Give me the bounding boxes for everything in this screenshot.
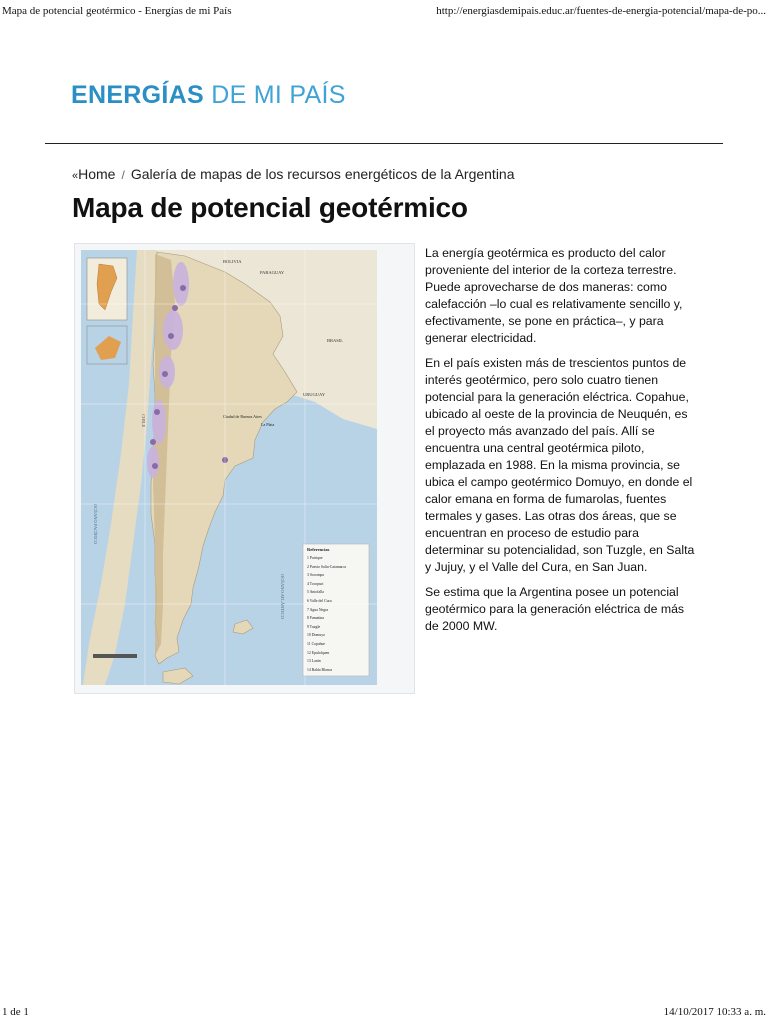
map-legend-item-label: Valle del Cura <box>309 598 332 603</box>
map-label-ocean-atlantic: OCÉANO ATLÁNTICO <box>280 574 285 619</box>
map-legend-item-label: Bahía Blanca <box>311 667 333 672</box>
map-legend-item-number: 1 <box>307 556 310 560</box>
geothermal-marker <box>162 371 168 377</box>
map-legend-item <box>307 606 367 615</box>
map-legend-item <box>307 580 367 589</box>
map-legend-item-label: Puesto Salta-Catamarca <box>309 564 347 569</box>
map-legend-item-label: Tuzgle <box>309 624 321 629</box>
geothermal-marker <box>150 439 156 445</box>
print-doc-title: Mapa de potencial geotérmico - Energías de mi País <box>2 5 232 17</box>
map-legend-item-label: Copahue <box>311 641 326 646</box>
print-header <box>0 0 768 22</box>
map-legend-item-number: 6 <box>307 598 310 603</box>
article-body <box>425 245 697 643</box>
logo-bold-text: ENERGÍAS <box>71 81 204 109</box>
map-label-la-plata: La Plata <box>261 422 275 427</box>
map-legend-item <box>307 563 367 572</box>
logo-light-text: DE MI PAÍS <box>203 81 346 109</box>
map-legend-item-number: 13 <box>307 659 312 664</box>
breadcrumb-raquo: « <box>72 170 79 182</box>
breadcrumb-section-link[interactable]: Galería de mapas de los recursos energéticos de la Argentina <box>130 166 515 182</box>
map-legend-item-label: Pairique <box>309 556 323 560</box>
map-legend-item <box>307 623 367 632</box>
map-legend-item-number: 9 <box>307 624 310 629</box>
map-legend-item-number: 2 <box>307 564 310 569</box>
map-legend-item <box>307 649 367 658</box>
map-legend-item <box>307 597 367 606</box>
map-label-bolivia: BOLIVIA <box>223 259 242 264</box>
article-paragraph: En el país existen más de trescientos puntos de interés geotérmico, pero solo cuatro tienen potencial para la generación eléctrica. Copahue, ubicado al oeste de la provincia de Neuquén, es el proyecto más avanzado del país. Allí se encuentra una central geotérmica piloto, emplazada en 1988. En la misma provincia, se ubica el campo geotérmico Domuyo, en donde el calor emana en forma de fumarolas, fuentes termales y gases. Las otras dos áreas, que se encuentran en proceso de estudio para determinar su potencialidad, son Tuzgle, en Salta y Jujuy, y el Valle del Cura, en San Juan. <box>425 356 695 574</box>
map-label-brasil: BRASIL <box>327 338 344 343</box>
map-legend-item-label: Famatina <box>309 616 324 621</box>
geothermal-marker <box>168 333 174 339</box>
map-legend-item <box>307 588 367 597</box>
map-legend-list <box>307 554 367 674</box>
map-legend-item-label: Agua Negra <box>309 607 329 612</box>
geothermal-map-image[interactable] <box>74 243 415 694</box>
map-legend-item-number: 3 <box>307 573 310 578</box>
map-legend-item-number: 10 <box>307 633 312 638</box>
map-legend <box>307 547 367 674</box>
map-legend-item-number: 8 <box>307 616 310 621</box>
map-legend-item <box>307 571 367 580</box>
map-legend-item <box>307 631 367 640</box>
map-legend-title: Referencias <box>307 547 330 552</box>
geothermal-zone <box>147 446 159 478</box>
geothermal-marker <box>172 305 178 311</box>
print-url: http://energiasdemipais.educ.ar/fuentes-de-energia-potencial/mapa-de-po... <box>436 5 766 17</box>
map-legend-item <box>307 640 367 649</box>
geothermal-zone <box>163 310 183 350</box>
map-label-chile: CHILE <box>141 414 146 428</box>
map-legend-item-number: 7 <box>307 607 310 612</box>
print-page-indicator: 1 de 1 <box>2 1006 29 1018</box>
geothermal-marker <box>180 285 186 291</box>
article-paragraph: Se estima que la Argentina posee un potencial geotérmico para la generación eléctrica de más de 2000 MW. <box>425 585 685 633</box>
map-legend-item-number: 4 <box>307 581 310 586</box>
header-divider <box>45 143 723 144</box>
map-legend-item-label: Lanín <box>311 659 321 664</box>
map-legend-item-number: 12 <box>307 650 312 655</box>
map-legend-item-label: Antofalla <box>309 590 324 595</box>
map-legend-item-label: Epulafquen <box>311 650 330 655</box>
map-legend-item <box>307 666 367 675</box>
map-legend-item-number: 14 <box>307 667 312 672</box>
map-legend-item-label: Tocopuri <box>309 581 324 586</box>
article-paragraph: La energía geotérmica es producto del calor proveniente del interior de la corteza terrestre. Puede aprovecharse de dos maneras: como calefacción –lo cual es relativamente sencillo y, efectivamente, se pone en práctica–, y para generar electricidad. <box>425 246 683 345</box>
map-legend-item <box>307 554 367 563</box>
map-legend-item-label: Socompa <box>309 573 324 578</box>
geothermal-marker <box>152 463 158 469</box>
map-label-uruguay: URUGUAY <box>303 392 326 397</box>
print-datetime: 14/10/2017 10:33 a. m. <box>663 1006 766 1018</box>
breadcrumb <box>72 166 515 182</box>
map-legend-item <box>307 657 367 666</box>
geothermal-zone <box>173 262 189 306</box>
map-legend-item-number: 5 <box>307 590 310 595</box>
map-legend-item <box>307 614 367 623</box>
map-scale-bar <box>93 654 137 658</box>
geothermal-zone <box>152 400 166 444</box>
page-title: Mapa de potencial geotérmico <box>72 192 468 223</box>
breadcrumb-home-link[interactable]: Home <box>78 166 116 182</box>
map-label-ocean-pacific: OCÉANO PACÍFICO <box>93 504 98 544</box>
geothermal-marker <box>154 409 160 415</box>
map-legend-item-number: 11 <box>307 641 312 646</box>
site-logo[interactable] <box>71 81 346 110</box>
print-footer <box>0 1002 768 1024</box>
breadcrumb-separator: / <box>121 168 125 182</box>
map-label-paraguay: PARAGUAY <box>260 270 285 275</box>
map-label-buenos-aires: Ciudad de Buenos Aires <box>223 414 262 419</box>
map-legend-item-label: Domuyo <box>311 633 326 638</box>
